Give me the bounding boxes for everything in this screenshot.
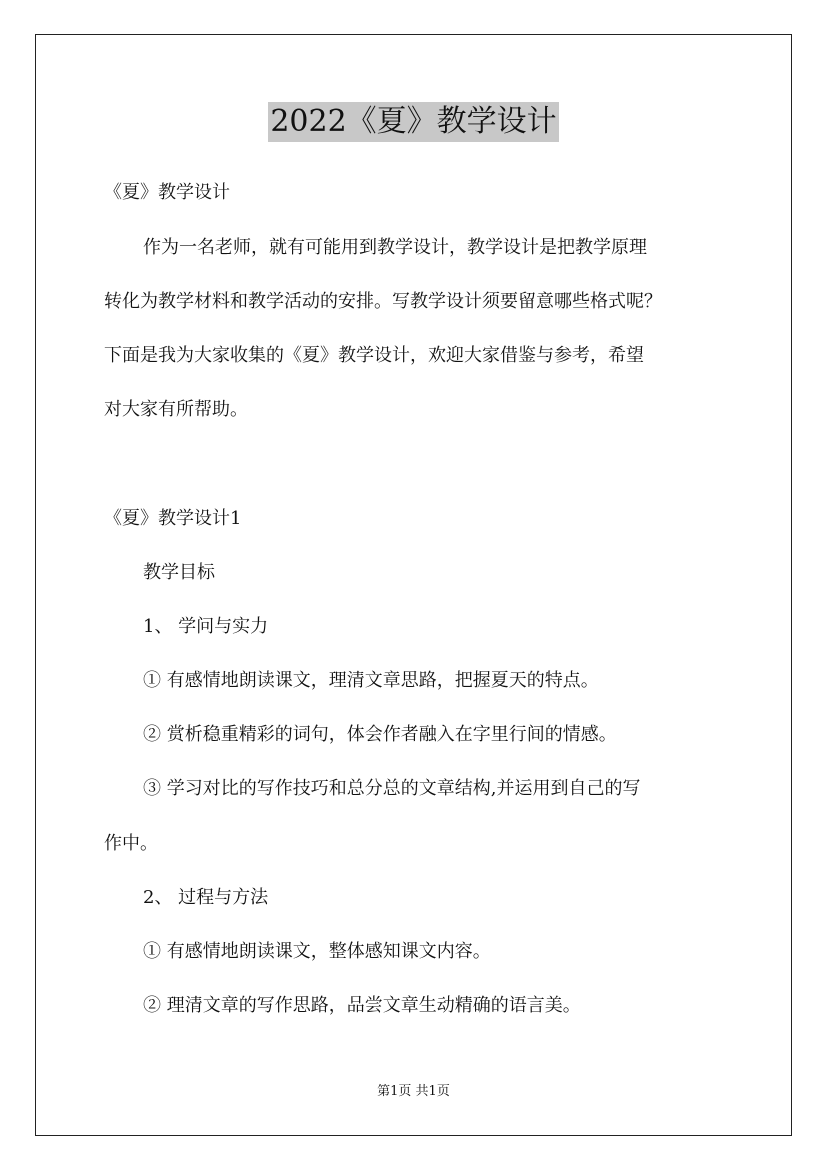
document-title-wrap bbox=[0, 102, 827, 142]
subtitle: 《夏》教学设计 bbox=[104, 182, 230, 203]
goal-heading: 教学目标 bbox=[143, 562, 215, 583]
section-heading: 《夏》教学设计1 bbox=[104, 508, 242, 529]
goal1-item-2: ② 赏析稳重精彩的词句，体会作者融入在字里行间的情感。 bbox=[143, 724, 617, 745]
page-footer: 第1页 共1页 bbox=[377, 1084, 450, 1099]
intro-line-3: 下面是我为大家收集的《夏》教学设计，欢迎大家借鉴与参考，希望 bbox=[104, 345, 644, 366]
intro-line-1: 作为一名老师，就有可能用到教学设计，教学设计是把教学原理 bbox=[143, 237, 647, 258]
goal1-heading: 1、 学问与实力 bbox=[143, 616, 269, 637]
goal1-item-3-cont: 作中。 bbox=[104, 833, 158, 854]
goal1-item-1: ① 有感情地朗读课文，理清文章思路，把握夏天的特点。 bbox=[143, 670, 599, 691]
goal2-heading: 2、 过程与方法 bbox=[143, 887, 269, 908]
document-title: 2022《夏》教学设计 bbox=[268, 102, 558, 142]
goal1-item-3: ③ 学习对比的写作技巧和总分总的文章结构,并运用到自己的写 bbox=[143, 778, 641, 799]
goal2-item-2: ② 理清文章的写作思路，品尝文章生动精确的语言美。 bbox=[143, 995, 581, 1016]
intro-line-4: 对大家有所帮助。 bbox=[104, 399, 248, 420]
intro-line-2: 转化为教学材料和教学活动的安排。写教学设计须要留意哪些格式呢？ bbox=[104, 291, 662, 312]
goal2-item-1: ① 有感情地朗读课文，整体感知课文内容。 bbox=[143, 941, 491, 962]
